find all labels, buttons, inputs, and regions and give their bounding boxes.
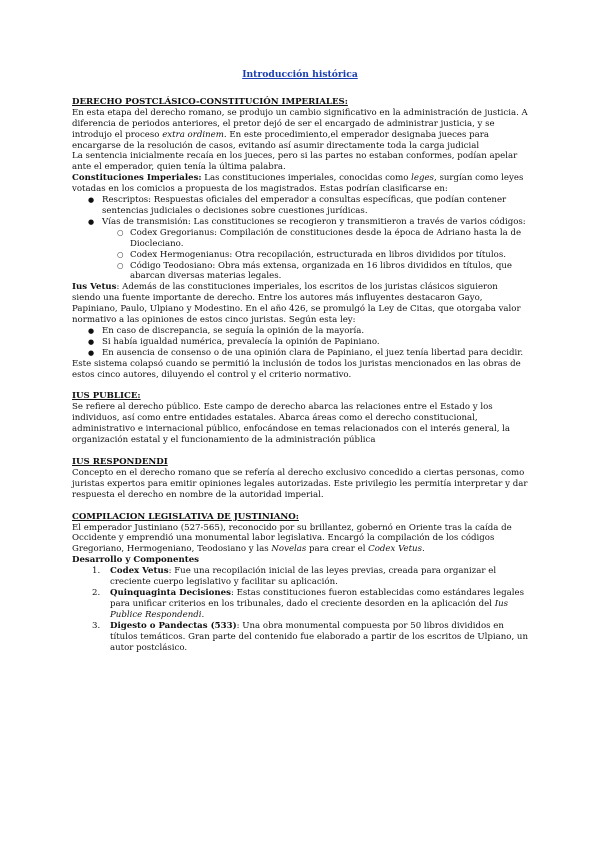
text-run: El emperador Justiniano (527-565), reconocido por su brillantez, gobernó en Oriente tras la caída de Occidente y emprendió una monumental labor legislativa. Encargó la compilación de los códigos Gregoriano, Hermogeniano, Teodosiano y las	[72, 522, 512, 555]
list-item: ○ Codex Gregorianus: Compilación de constituciones desde la época de Adriano hasta la de Diocleciano.	[72, 228, 528, 250]
spacer	[72, 380, 528, 391]
paragraph-constituciones	[72, 173, 528, 195]
list-item: ● Si había igualdad numérica, prevalecía la opinión de Papiniano.	[72, 337, 528, 348]
paragraph-justiniano	[72, 523, 528, 556]
section-compilacion-justiniano	[72, 512, 528, 654]
section-heading: DERECHO POSTCLÁSICO-CONSTITUCIÓN IMPERIALES:	[72, 96, 348, 107]
list-number: 1.	[92, 566, 101, 577]
text-run: : Una obra monumental compuesta por 50 libros divididos en títulos temáticos. Gran parte del contenido fue elaborado a partir de los escritos de Ulpiano, un autor postclásico.	[110, 620, 528, 653]
text-run: Las constituciones imperiales, conocidas como	[201, 173, 412, 184]
spacer	[72, 446, 528, 457]
section-heading: IUS PUBLICE:	[72, 391, 141, 402]
section-ius-publice	[72, 391, 528, 446]
bold-label: Codex Vetus	[110, 566, 169, 577]
section-derecho-postclasico	[72, 97, 528, 381]
spacer	[72, 501, 528, 512]
bold-label: Digesto o Pandectas (533)	[110, 620, 237, 631]
paragraph-ius-vetus	[72, 282, 528, 326]
text-run: . En este procedimiento,el emperador designaba jueces para encargarse de la resolución de casos, evitando así asumir directamente toda la carga judicial	[72, 129, 490, 151]
bullet-list-ley-de-citas	[72, 326, 528, 359]
emphasis-text: extra ordinem	[162, 129, 224, 140]
list-item: ○ Codex Hermogenianus: Otra recopilación, estructurada en libros divididos por títulos.	[72, 250, 528, 261]
text-run: En esta etapa del derecho romano, se produjo un cambio significativo en la administración de justicia. A diferencia de periodos anteriores, el pretor dejó de ser el encargado de administrar justicia, y se introdujo el proceso	[72, 107, 528, 140]
subheading-desarrollo: Desarrollo y Componentes	[72, 555, 199, 566]
document-body	[72, 70, 528, 653]
section-heading: IUS RESPONDENDI	[72, 457, 168, 467]
text-run: : Fue una recopilación inicial de las leyes previas, creada para organizar el creciente cuerpo legislativo y facilitar su aplicación.	[110, 566, 497, 588]
text-run: : Además de las constituciones imperiales, los escritos de los juristas clásicos siguieron siendo una fuente importante de derecho. Entre los autores más influyentes destacaron Gayo, Papiniano, Paulo, Ulpiano y Modestino. En el año 426, se promulgó la Ley de Citas, que otorgaba valor normativo a las opiniones de estos cinco juristas. Según esta ley:	[72, 282, 521, 326]
bold-label: Quinquaginta Decisiones	[110, 587, 231, 598]
paragraph-sentencia: La sentencia inicialmente recaía en los jueces, pero si las partes no estaban conformes, podían apelar ante el emperador, quien tenía la última palabra.	[72, 151, 518, 173]
text-run: .	[201, 609, 205, 620]
list-item	[72, 217, 528, 282]
emphasis-text: Novelas	[271, 544, 307, 555]
list-item: ○ Código Teodosiano: Obra más extensa, organizada en 16 libros divididos en títulos, que abarcan diversas materias legales.	[72, 261, 528, 283]
text-run: : Estas constituciones fueron establecidas como estándares legales para unificar criterios en los tribunales, dado el creciente desorden en la aplicación del	[110, 587, 524, 609]
list-item: ● Rescriptos: Respuestas oficiales del emperador a consultas específicas, que podían contener sentencias judiciales o decisiones sobre cuestiones jurídicas.	[72, 195, 528, 217]
list-item	[72, 566, 528, 588]
list-number: 3.	[92, 620, 101, 631]
paragraph-colapso: Este sistema colapsó cuando se permitió la inclusión de todos los juristas mencionados en las obras de estos cinco autores, diluyendo el control y el criterio normativo.	[72, 358, 521, 380]
section-ius-respondendi	[72, 457, 528, 501]
paragraph-ius-publice: Se refiere al derecho público. Este campo de derecho abarca las relaciones entre el Estado y los individuos, así como entre entidades estatales. Abarca áreas como el derecho constitucional, administrativo e internacional público, enfocándose en temas relacionados con el interés general, la organización estatal y el funcionamiento de la administración pública	[72, 402, 511, 446]
emphasis-text: Codex Vetus	[368, 544, 422, 555]
emphasis-text: leges	[411, 173, 434, 184]
paragraph-ius-respondendi: Concepto en el derecho romano que se refería al derecho exclusivo concedido a ciertas personas, como juristas expertos para emitir opiniones legales autorizadas. Este privilegio les permitía interpretar y dar respuesta el derecho en nombre de la autoridad imperial.	[72, 467, 528, 500]
list-number: 2.	[92, 587, 101, 598]
text-run: , surgían como leyes votadas en los comicios a propuesta de los magistrados. Estas podrían clasificarse en:	[72, 173, 524, 195]
section-heading: COMPILACION LEGISLATIVA DE JUSTINIANO:	[72, 511, 299, 522]
paragraph-extra-ordinem	[72, 108, 528, 152]
document-title: Introducción histórica	[242, 69, 358, 80]
bullet-list-constituciones	[72, 195, 528, 282]
numbered-list-componentes	[72, 566, 528, 653]
list-item-text: Vías de transmisión: Las constituciones se recogieron y transmitieron a través de varios códigos:	[102, 216, 526, 227]
sub-list-codigos	[72, 228, 528, 283]
list-item: ● En ausencia de consenso o de una opinión clara de Papiniano, el juez tenía libertad para decidir.	[72, 348, 528, 359]
text-run: para crear el	[306, 544, 369, 555]
bold-label: Ius Vetus	[72, 282, 117, 293]
text-run: .	[422, 544, 425, 555]
bold-label: Constituciones Imperiales:	[72, 173, 202, 184]
list-item	[72, 621, 528, 654]
list-item	[72, 588, 528, 621]
list-item: ● En caso de discrepancia, se seguía la opinión de la mayoría.	[72, 326, 528, 337]
emphasis-text: Ius Publice Respondendi	[110, 598, 509, 620]
